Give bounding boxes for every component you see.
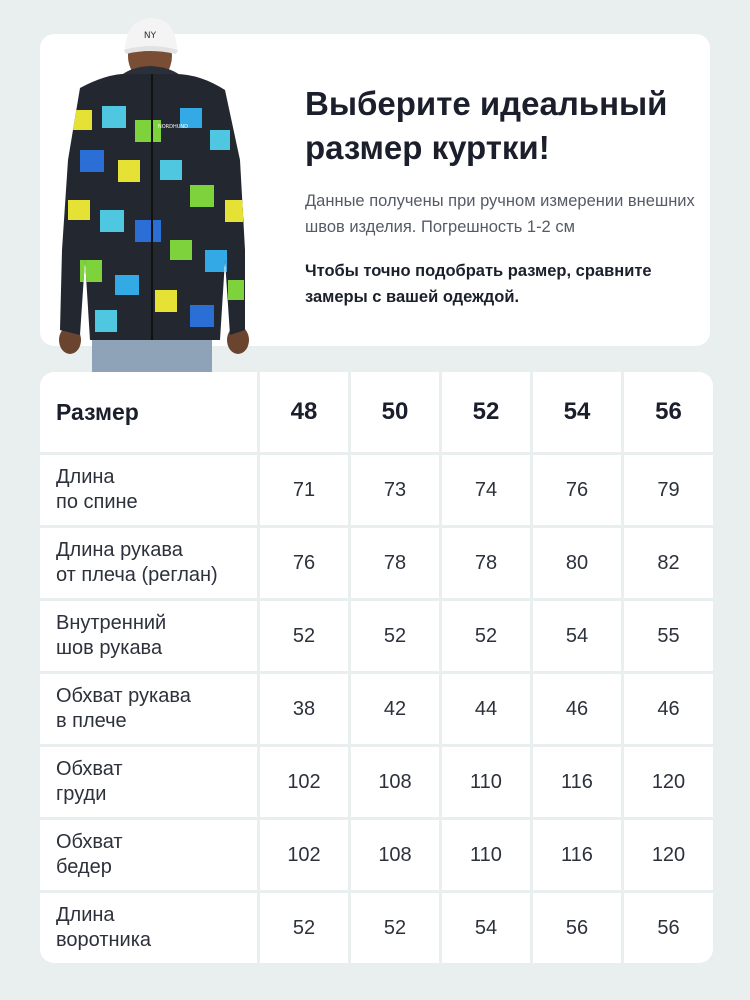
table-cell: 55 <box>624 601 713 671</box>
table-cell: 102 <box>260 747 348 817</box>
table-cell: 56 <box>624 893 713 963</box>
table-cell: 52 <box>260 893 348 963</box>
table-cell: 73 <box>351 455 439 525</box>
table-cell: 54 <box>442 893 530 963</box>
size-header-54: 54 <box>533 372 621 452</box>
table-cell: 120 <box>624 747 713 817</box>
sizing-tip: Чтобы точно подобрать размер, сравните замеры с вашей одеждой. <box>305 262 652 306</box>
cap-logo: NY <box>143 31 157 41</box>
table-cell: 56 <box>533 893 621 963</box>
table-cell: 46 <box>533 674 621 744</box>
row-label-back-length: Длина по спине <box>40 455 257 525</box>
table-cell: 116 <box>533 747 621 817</box>
table-cell: 42 <box>351 674 439 744</box>
table-cell: 54 <box>533 601 621 671</box>
size-table <box>40 372 710 960</box>
table-cell: 79 <box>624 455 713 525</box>
row-label-sleeve-length: Длина рукава от плеча (реглан) <box>40 528 257 598</box>
jacket-logo: NORDHUND <box>158 124 189 130</box>
size-header-label: Размер <box>40 372 257 452</box>
table-cell: 76 <box>260 528 348 598</box>
row-label-chest-girth: Обхват груди <box>40 747 257 817</box>
table-cell: 108 <box>351 747 439 817</box>
size-header-52: 52 <box>442 372 530 452</box>
size-header-50: 50 <box>351 372 439 452</box>
table-cell: 108 <box>351 820 439 890</box>
row-label-hip-girth: Обхват бедер <box>40 820 257 890</box>
table-cell: 78 <box>442 528 530 598</box>
table-cell: 110 <box>442 820 530 890</box>
table-cell: 46 <box>624 674 713 744</box>
table-cell: 71 <box>260 455 348 525</box>
table-cell: 102 <box>260 820 348 890</box>
table-cell: 80 <box>533 528 621 598</box>
table-cell: 82 <box>624 528 713 598</box>
measurement-note: Данные получены при ручном измерении внешних швов изделия. Погрешность 1-2 см <box>305 192 695 236</box>
table-cell: 44 <box>442 674 530 744</box>
table-cell: 52 <box>260 601 348 671</box>
table-cell: 78 <box>351 528 439 598</box>
table-cell: 74 <box>442 455 530 525</box>
table-cell: 120 <box>624 820 713 890</box>
table-cell: 110 <box>442 747 530 817</box>
table-cell: 52 <box>351 601 439 671</box>
model-photo <box>40 10 265 372</box>
table-cell: 116 <box>533 820 621 890</box>
row-label-sleeve-girth: Обхват рукава в плече <box>40 674 257 744</box>
table-cell: 38 <box>260 674 348 744</box>
row-label-inner-sleeve-seam: Внутренний шов рукава <box>40 601 257 671</box>
row-label-collar-length: Длина воротника <box>40 893 257 963</box>
size-header-56: 56 <box>624 372 713 452</box>
table-cell: 52 <box>351 893 439 963</box>
table-cell: 76 <box>533 455 621 525</box>
table-cell: 52 <box>442 601 530 671</box>
headline <box>305 82 695 170</box>
headline-text: Выберите идеальный размер куртки! <box>305 85 668 166</box>
size-header-48: 48 <box>260 372 348 452</box>
